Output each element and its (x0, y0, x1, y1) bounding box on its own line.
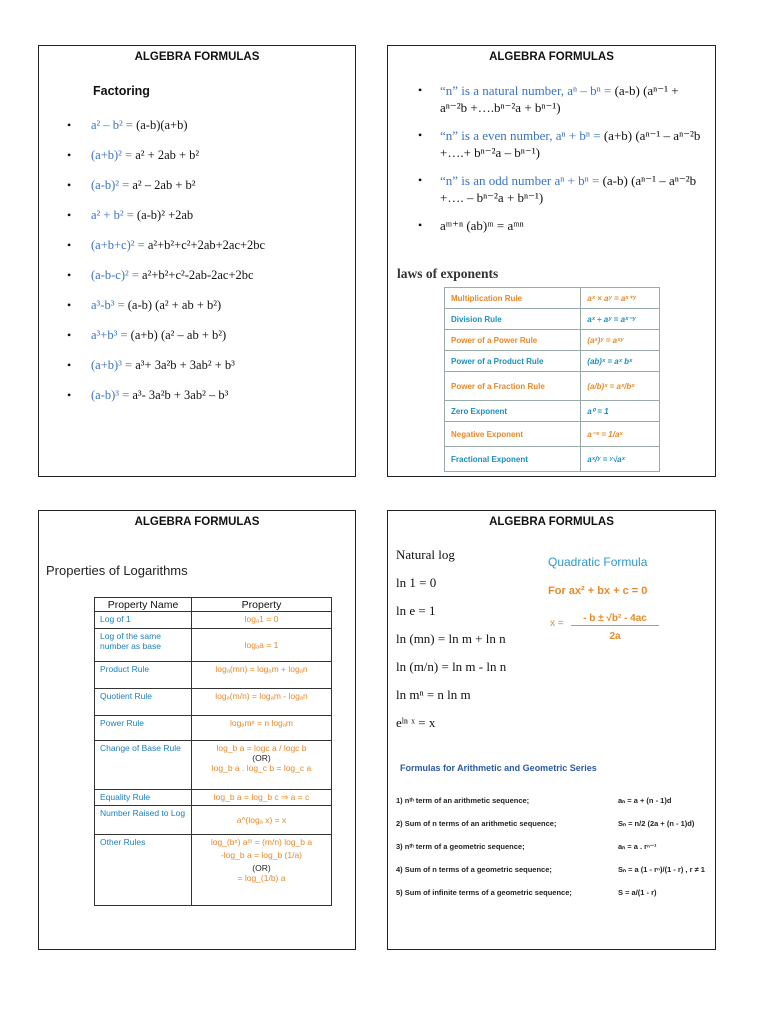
card-title: ALGEBRA FORMULAS (489, 51, 614, 63)
logarithms-heading: Properties of Logarithms (46, 563, 188, 578)
table-header-row (95, 598, 332, 612)
exponent-rules-table (444, 287, 660, 472)
table-row: Negative Exponent a⁻ˣ = 1/aˣ (445, 422, 660, 447)
list-item: ln 1 = 0 (396, 575, 437, 590)
logarithm-properties-table (94, 597, 332, 906)
factoring-list (39, 118, 265, 418)
quadratic-equation: For ax² + bx + c = 0 (548, 585, 648, 597)
list-item: ln mⁿ = n ln m (396, 687, 471, 702)
list-item: 5) Sum of infinite terms of a geometric sequence; S = a/(1 - r) (396, 888, 657, 897)
list-item: • (a+b)² = a² + 2ab + b² (39, 148, 265, 178)
list-item: ln e = 1 (396, 603, 436, 618)
list-item: ln (mn) = ln m + ln n (396, 631, 506, 646)
list-item: 4) Sum of n terms of a geometric sequence; Sₙ = a (1 - rⁿ)/(1 - r) , r ≠ 1 (396, 865, 705, 874)
list-item: 3) nᵗʰ term of a geometric sequence; aₙ = a . rⁿ⁻¹ (396, 842, 657, 851)
powers-exponents-card (387, 45, 716, 477)
factoring-card (38, 45, 356, 477)
table-row: Log of the same number as base logₐa = 1 (95, 629, 332, 662)
list-item: • “n” is an odd number aⁿ + bⁿ = (a-b) (aⁿ⁻¹ – aⁿ⁻²b +…. – bⁿ⁻²a + bⁿ⁻¹) (388, 172, 713, 206)
card-title: ALGEBRA FORMULAS (489, 516, 614, 528)
list-item: • “n” is a even number, aⁿ + bⁿ = (a+b) (aⁿ⁻¹ – aⁿ⁻²b +….+ bⁿ⁻²a – bⁿ⁻¹) (388, 127, 713, 161)
quadratic-numerator: - b ± √b² - 4ac (571, 613, 659, 626)
list-item: 2) Sum of n terms of an arithmetic sequence; Sₙ = n/2 (2a + (n - 1)d) (396, 819, 695, 828)
table-row: Log of 1 logₐ1 = 0 (95, 612, 332, 629)
factoring-heading: Factoring (93, 84, 150, 98)
card-title: ALGEBRA FORMULAS (134, 516, 260, 528)
list-item: • (a+b)³ = a³+ 3a²b + 3ab² + b³ (39, 358, 265, 388)
table-row: Product Rule logₐ(mn) = logₐm + logₐn (95, 662, 332, 689)
series-heading: Formulas for Arithmetic and Geometric Series (400, 763, 597, 773)
list-item: • a³-b³ = (a-b) (a² + ab + b²) (39, 298, 265, 328)
table-row: Division Rule aˣ ÷ aʸ = aˣ⁻ʸ (445, 309, 660, 330)
table-row: Zero Exponent a⁰ = 1 (445, 401, 660, 422)
table-row: Quotient Rule logₐ(m/n) = logₐm - logₐn (95, 689, 332, 716)
table-row: Power of a Power Rule (aˣ)ʸ = aˣʸ (445, 330, 660, 351)
table-row: Equality Rule log_b a = log_b c ⇒ a = c (95, 790, 332, 806)
table-row: Number Raised to Log a^(logₐ x) = x (95, 806, 332, 835)
list-item: • (a-b)² = a² – 2ab + b² (39, 178, 265, 208)
table-row: Power of a Product Rule (ab)ˣ = aˣ bˣ (445, 351, 660, 372)
card-title: ALGEBRA FORMULAS (134, 51, 260, 63)
natural-log-list (396, 575, 506, 743)
logarithms-card (38, 510, 356, 950)
power-identity-list (388, 82, 713, 245)
list-item: • aᵐ⁺ⁿ (ab)ᵐ = aᵐⁿ (388, 217, 713, 234)
column-header: Property (192, 598, 332, 612)
quadratic-x: x = (550, 618, 564, 629)
list-item: • a³+b³ = (a+b) (a² – ab + b²) (39, 328, 265, 358)
list-item: eˡⁿ ˣ = x (396, 715, 436, 730)
table-row: Power Rule logₐmⁿ = n logₐm (95, 716, 332, 741)
table-row: Other Rules log_(bⁿ) aᵐ = (m/n) log_b a -log_b a = log_b (1/a) (OR) = log_(1/b) a (95, 835, 332, 906)
list-item: • “n” is a natural number, aⁿ – bⁿ = (a-b) (aⁿ⁻¹ + aⁿ⁻²b +….bⁿ⁻²a + bⁿ⁻¹) (388, 82, 713, 116)
table-row: Change of Base Rule log_b a = logc a / logc b (OR) log_b a . log_c b = log_c a (95, 741, 332, 790)
quadratic-denominator: 2a (609, 631, 621, 642)
list-item: • a² + b² = (a-b)² +2ab (39, 208, 265, 238)
column-header: Property Name (95, 598, 192, 612)
quadratic-heading: Quadratic Formula (548, 555, 648, 569)
list-item: • (a+b+c)² = a²+b²+c²+2ab+2ac+2bc (39, 238, 265, 268)
list-item: • (a-b-c)² = a²+b²+c²-2ab-2ac+2bc (39, 268, 265, 298)
natural-log-heading: Natural log (396, 547, 455, 562)
natural-log-series-card (387, 510, 716, 950)
table-row: Power of a Fraction Rule (a/b)ˣ = aˣ/bˣ (445, 372, 660, 401)
list-item: • (a-b)³ = a³- 3a²b + 3ab² – b³ (39, 388, 265, 418)
list-item: 1) nᵗʰ term of an arithmetic sequence; aₙ = a + (n - 1)d (396, 796, 672, 805)
list-item: • a² – b² = (a-b)(a+b) (39, 118, 265, 148)
table-row: Multiplication Rule aˣ × aʸ = aˣ⁺ʸ (445, 288, 660, 309)
exponents-heading: laws of exponents (397, 266, 499, 281)
list-item: ln (m/n) = ln m - ln n (396, 659, 507, 674)
table-row: Fractional Exponent aˣ/ʸ = ʸ√aˣ (445, 447, 660, 472)
series-list (396, 793, 714, 908)
